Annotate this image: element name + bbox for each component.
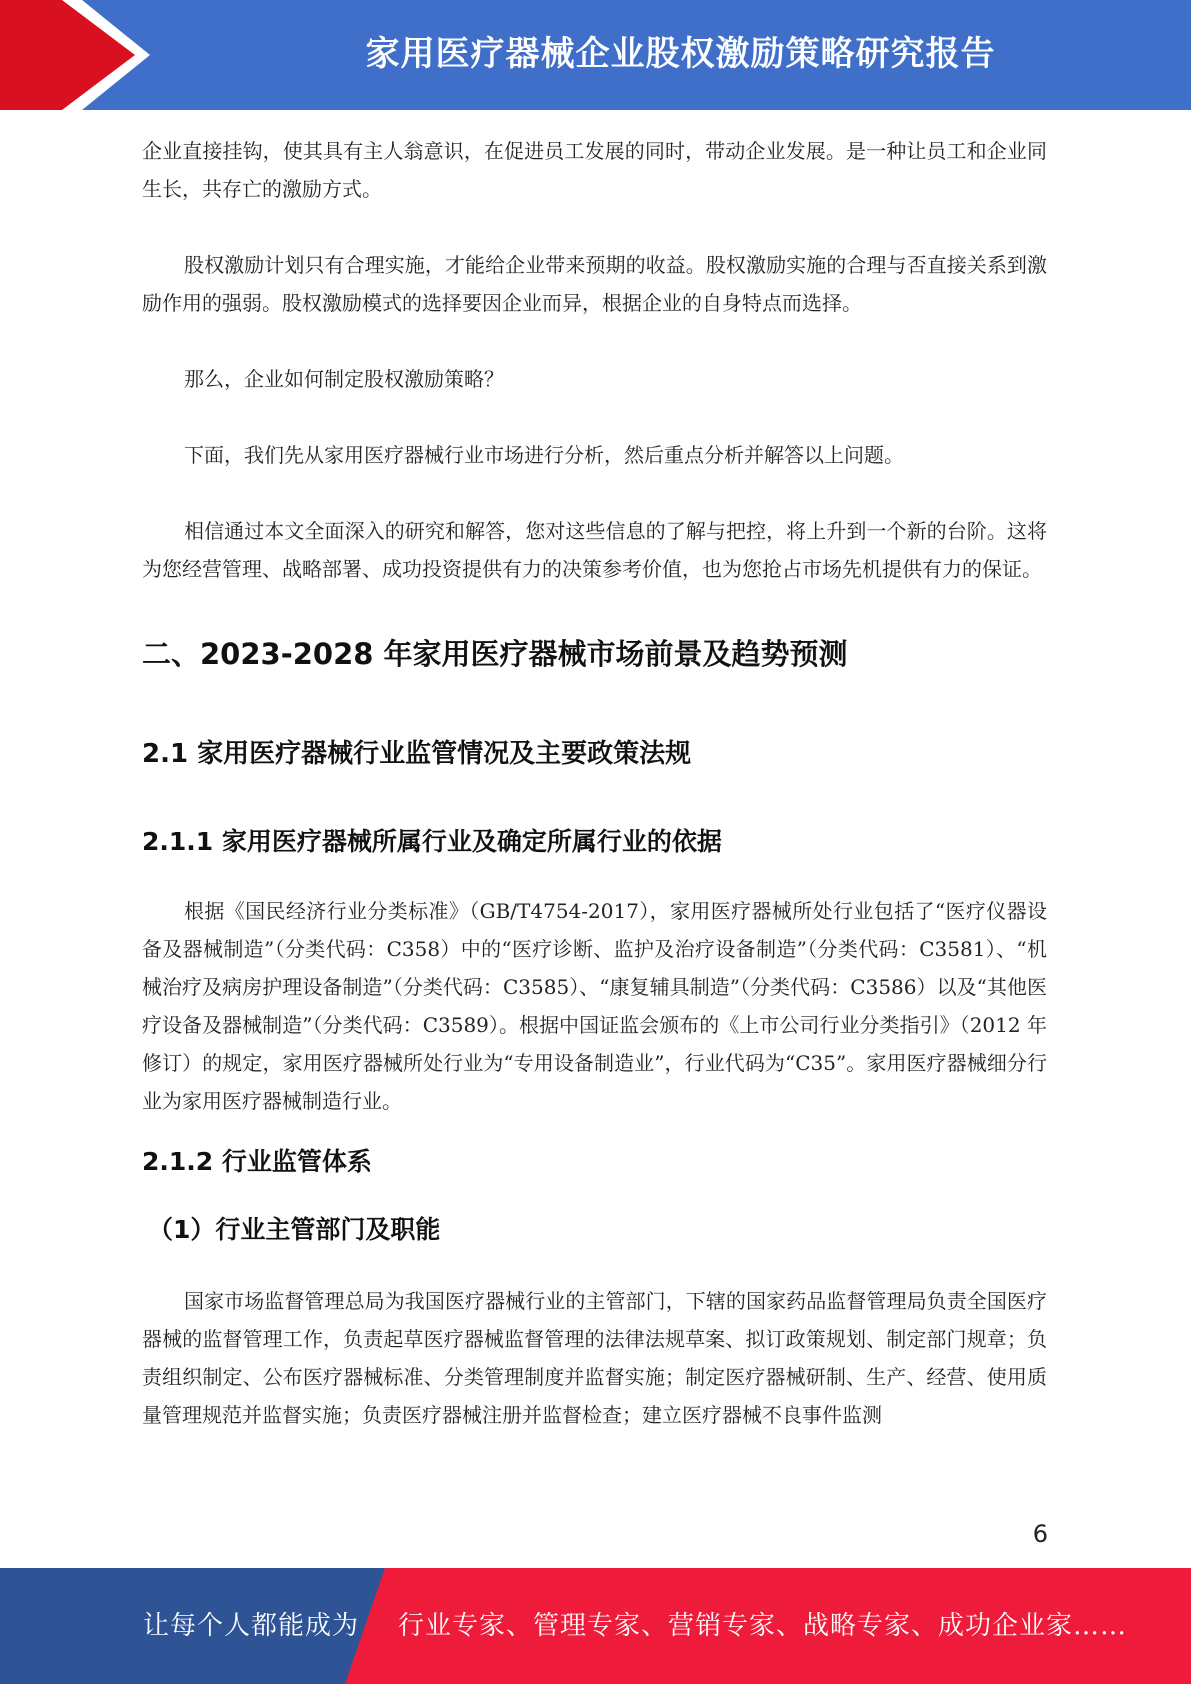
subsection-heading-authority: （1）行业主管部门及职能 [148,1215,441,1244]
footer-slogan-left: 让每个人都能成为 [143,1611,360,1641]
paragraph-value-statement: 相信通过本文全面深入的研究和解答，您对这些信息的了解与把控，将上升到一个新的台阶。这将为您经营管理、战略部署、成功投资提供有力的决策参考价值，也为您抢占市场先机提供有力的保证。 [142,519,1047,581]
section-heading-2-1-2: 2.1.2 行业监管体系 [142,1147,372,1176]
main-content [142,132,1047,1434]
paragraph-intro-continuation: 企业直接挂钩，使其具有主人翁意识，在促进员工发展的同时，带动企业发展。是一种让员工和企业同生长，共存亡的激励方式。 [142,139,1047,201]
paragraph-industry-classification: 根据《国民经济行业分类标准》（GB/T4754-2017），家用医疗器械所处行业包括了“医疗仪器设备及器械制造”（分类代码：C358）中的“医疗诊断、监护及治疗设备制造”（分类代码：C3581）、“机械治疗及病房护理设备制造”（分类代码：C3585）、“康复辅具制造”（分类代码：C3586）以及“其他医疗设备及器械制造”（分类代码：C3589）。根据中国证监会颁布的《上市公司行业分类指引》（2012 年修订）的规定，家用医疗器械所处行业为“专用设备制造业”，行业代码为“C35”。家用医疗器械细分行业为家用医疗器械制造行业。 [142,899,1047,1113]
page-header [0,0,1191,110]
report-title: 家用医疗器械企业股权激励策略研究报告 [365,34,996,74]
page-footer [0,1568,1191,1684]
section-heading-2: 二、2023-2028 年家用医疗器械市场前景及趋势预测 [142,637,848,671]
paragraph-analysis-intro: 下面，我们先从家用医疗器械行业市场进行分析，然后重点分析并解答以上问题。 [184,443,904,467]
page-number: 6 [1032,1520,1048,1548]
paragraph-question: 那么，企业如何制定股权激励策略？ [184,367,504,391]
paragraph-regulatory-authority: 国家市场监督管理总局为我国医疗器械行业的主管部门，下辖的国家药品监督管理局负责全国医疗器械的监督管理工作，负责起草医疗器械监督管理的法律法规草案、拟订政策规划、制定部门规章；负责组织制定、公布医疗器械标准、分类管理制度并监督实施；制定医疗器械研制、生产、经营、使用质量管理规范并监督实施；负责医疗器械注册并监督检查；建立医疗器械不良事件监测 [142,1289,1047,1427]
header-arrow-icon [0,0,140,110]
paragraph-equity-incentive: 股权激励计划只有合理实施，才能给企业带来预期的收益。股权激励实施的合理与否直接关系到激励作用的强弱。股权激励模式的选择要因企业而异，根据企业的自身特点而选择。 [142,253,1047,315]
footer-slogan-right: 行业专家、管理专家、营销专家、战略专家、成功企业家…… [398,1611,1128,1641]
section-heading-2-1-1: 2.1.1 家用医疗器械所属行业及确定所属行业的依据 [142,827,722,856]
section-heading-2-1: 2.1 家用医疗器械行业监管情况及主要政策法规 [142,739,692,769]
